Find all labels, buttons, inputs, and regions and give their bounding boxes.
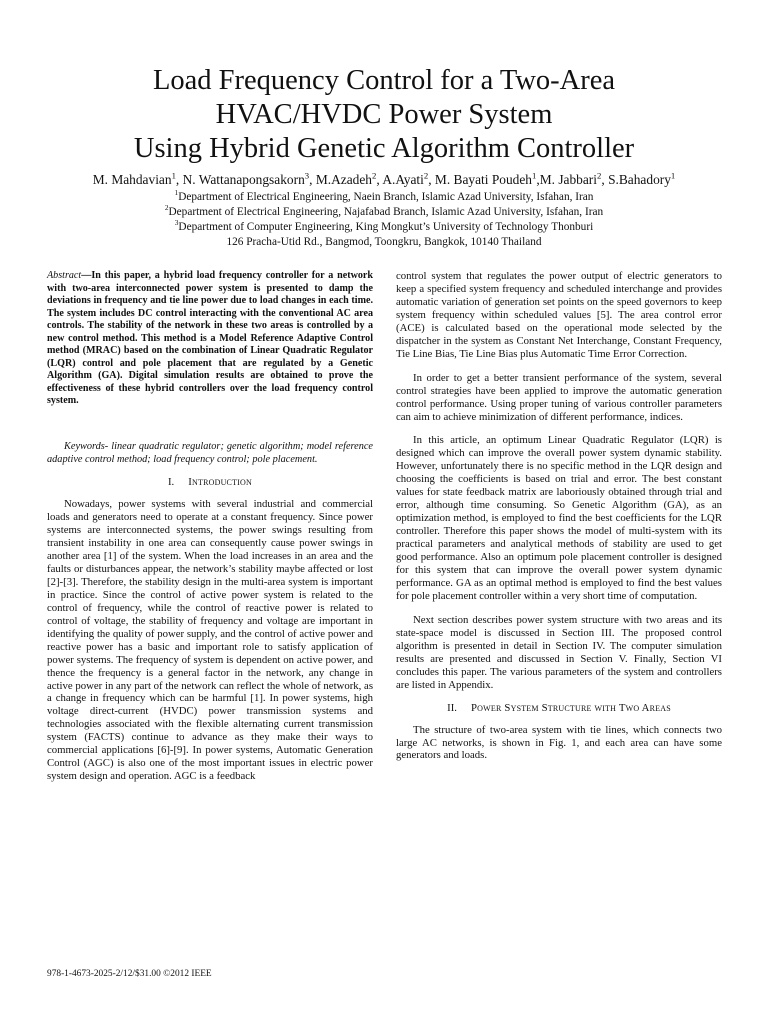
title-line-3: Using Hybrid Genetic Algorithm Controller xyxy=(133,133,635,164)
author-affiliation-mark: 3 xyxy=(304,170,310,181)
affiliation-number: 1 xyxy=(174,188,179,198)
title-line-1: Load Frequency Control for a Two-Area xyxy=(152,65,616,96)
author-affiliation-mark: 2 xyxy=(423,170,429,181)
keywords: Keywords- linear quadratic regulator; genetic algorithm; model reference adaptive control method; load frequency control; pole placement. xyxy=(47,441,373,465)
structure-paragraph-1: The structure of two-area system with tie lines, which connects two large AC networks, is shown in Fig. 1, and each area can have some generators and loads. xyxy=(396,723,722,762)
affiliation-text: Department of Electrical Engineering, Najafabad Branch, Islamic Azad University, Isfahan, Iran xyxy=(168,206,604,218)
author-name: M. Jabbari xyxy=(539,172,597,187)
author-name: S.Bahadory xyxy=(608,172,671,187)
author-name: N. Wattanapongsakorn xyxy=(182,172,305,187)
author-name: A.Ayati xyxy=(382,172,424,187)
affiliation-text: Department of Electrical Engineering, Naein Branch, Islamic Azad University, Isfahan, Iran xyxy=(178,191,594,203)
author-list: M. Mahdavian$^1$, N. Wattanapongsakorn$^3$, M.Azadeh$^2$, A.Ayati$^2$, M. Bayati Poudeh$^1$,M. Jabbari$^2$, S.Bahadory$^1$ xyxy=(92,170,676,187)
affiliation-text: Department of Computer Engineering, King Mongkut’s University of Technology Thonburi xyxy=(178,221,594,233)
author-affiliation-mark: 1 xyxy=(532,170,537,181)
author-affiliation-mark: 1 xyxy=(670,170,676,181)
intro-paragraph-2: In order to get a better transient performance of the system, several control strategies have been applied to improve the automatic generation control performance. Using proper tuning of various controller parameters can aim to achieve minimization of different performance, indices. xyxy=(396,371,722,423)
title-line-2: HVAC/HVDC Power System xyxy=(215,99,553,130)
author-affiliation-mark: 2 xyxy=(597,170,602,181)
intro-paragraph-4: Next section describes power system structure with two areas and its state-space model is discussed in Section III. The proposed control algorithm is presented in detail in Section IV. The computer simulation results are presented and discussed in Section V. Finally, Section VI concludes this paper. The various parameters of the system and controllers are listed in Appendix. xyxy=(396,613,722,691)
section-heading-power-system-structure xyxy=(396,702,722,715)
affiliation-line xyxy=(40,205,728,220)
author-affiliation-mark: 1 xyxy=(171,170,176,181)
section-number: II. xyxy=(447,701,457,714)
section-title: Introduction xyxy=(188,476,253,489)
affiliation-number: 2 xyxy=(164,203,169,213)
affiliation-list xyxy=(40,190,728,250)
author-name: M. Bayati Poudeh xyxy=(434,172,532,187)
intro-paragraph-3: In this article, an optimum Linear Quadratic Regulator (LQR) is designed which can improve the overall power system dynamic stability. However, unfortunately there is no specific method in the LQR design and choosing the coefficients is based on trial and error. The best constant values for state feedback matrix are laboriously obtained through trial and error, although time consuming. So Genetic Algorithm (GA), as an optimization method, is employed to find the best coefficients for the LQR controller. Therefore this paper shows the model of multi-system with its practical parameters and analytical methods of stability are used to get good performance. Also an optimum pole placement controller is designed for this system that can improve the overall power system dynamic performance. GA as an optimal method is employed to find the best values for pole placement controller within a very short time of computation. xyxy=(396,434,722,602)
paper-title xyxy=(40,64,728,166)
section-title: Power System Structure with Two Areas xyxy=(471,701,671,714)
left-column xyxy=(47,270,373,783)
abstract-label: Abstract xyxy=(47,270,82,281)
section-number: I. xyxy=(167,476,175,489)
copyright-footer: 978-1-4673-2025-2/12/$31.00 ©2012 IEEE xyxy=(47,969,212,979)
right-column xyxy=(396,270,722,762)
abstract-text: In this paper, a hybrid load frequency controller for a network with two-area interconnected power system is presented to damp the deviations in frequency and tie line power due to load changes in each time. The system includes DC control interacting with the conventional AC area controls. The stability of the network in these two areas is controlled by a new control method. This method is a Model Reference Adaptive Control method (MRAC) based on the combination of Linear Quadratic Regulator (LQR) control and pole placement that are regulated by a Genetic Algorithm (GA). Digital simulation results are obtained to prove the effectiveness of these hybrid controllers over the load frequency control system. xyxy=(47,270,373,407)
author-name: M. Mahdavian xyxy=(92,172,172,187)
affiliation-address: 126 Pracha-Utid Rd., Bangmod, Toongkru, Bangkok, 10140 Thailand xyxy=(226,236,542,248)
intro-paragraph-1-continued: control system that regulates the power output of electric generators to keep a specified system frequency and scheduled interchange and provides automatic variation of generation set points on the speed governors to keep system frequency within scheduled values [5]. The area control error (ACE) is calculated based on the operational mode selected by the dispatcher in the system as Constant Net Interchange, Constant Frequency, Tie Line Bias, Tie Line Bias plus Automatic Time Error Correction. xyxy=(396,270,722,360)
affiliation-line xyxy=(40,190,728,205)
author-affiliation-mark: 2 xyxy=(371,170,377,181)
abstract-dash: — xyxy=(81,270,92,281)
author-name: M.Azadeh xyxy=(315,172,372,187)
affiliation-number: 3 xyxy=(174,218,179,228)
section-heading-introduction xyxy=(47,476,373,489)
abstract xyxy=(47,270,373,408)
affiliation-line xyxy=(40,220,728,235)
intro-paragraph-1: Nowadays, power systems with several industrial and commercial loads and generators need to operate at a constant frequency. Since power systems are interconnected systems, the power swings resulting from transient instability in one area can consequently cause power swings in another area [1] of the system. When the load increases in an area and the faults or disturbances appear, the network’s stability maybe affected or lost [2]-[3]. Therefore, the stability design in the multi-area system is important in practice. Since the control of active power system is related to the control of frequency, while the control of reactive power is related to control of voltage, the stability of frequency and voltage are important in identifying the quality of power supply, and the control of active power and reactive power has a basic and important role to satisfy application of power systems. The frequency of system is dependent on active power, and thence the frequency is a general factor in the network, any change in active power in any part of the network can reflect the whole of network, as a change in frequency which can be harmful [1]. In power systems, high voltage direct-current (HVDC) power transmission systems and technologies associated with the flexible alternating current transmission system (FACTS) continue to advance as they make their ways to commercial applications [6]-[9]. In power systems, Automatic Generation Control (AGC) is also one of the most important issues in electric power system design and operation. AGC is a feedback xyxy=(47,498,373,783)
